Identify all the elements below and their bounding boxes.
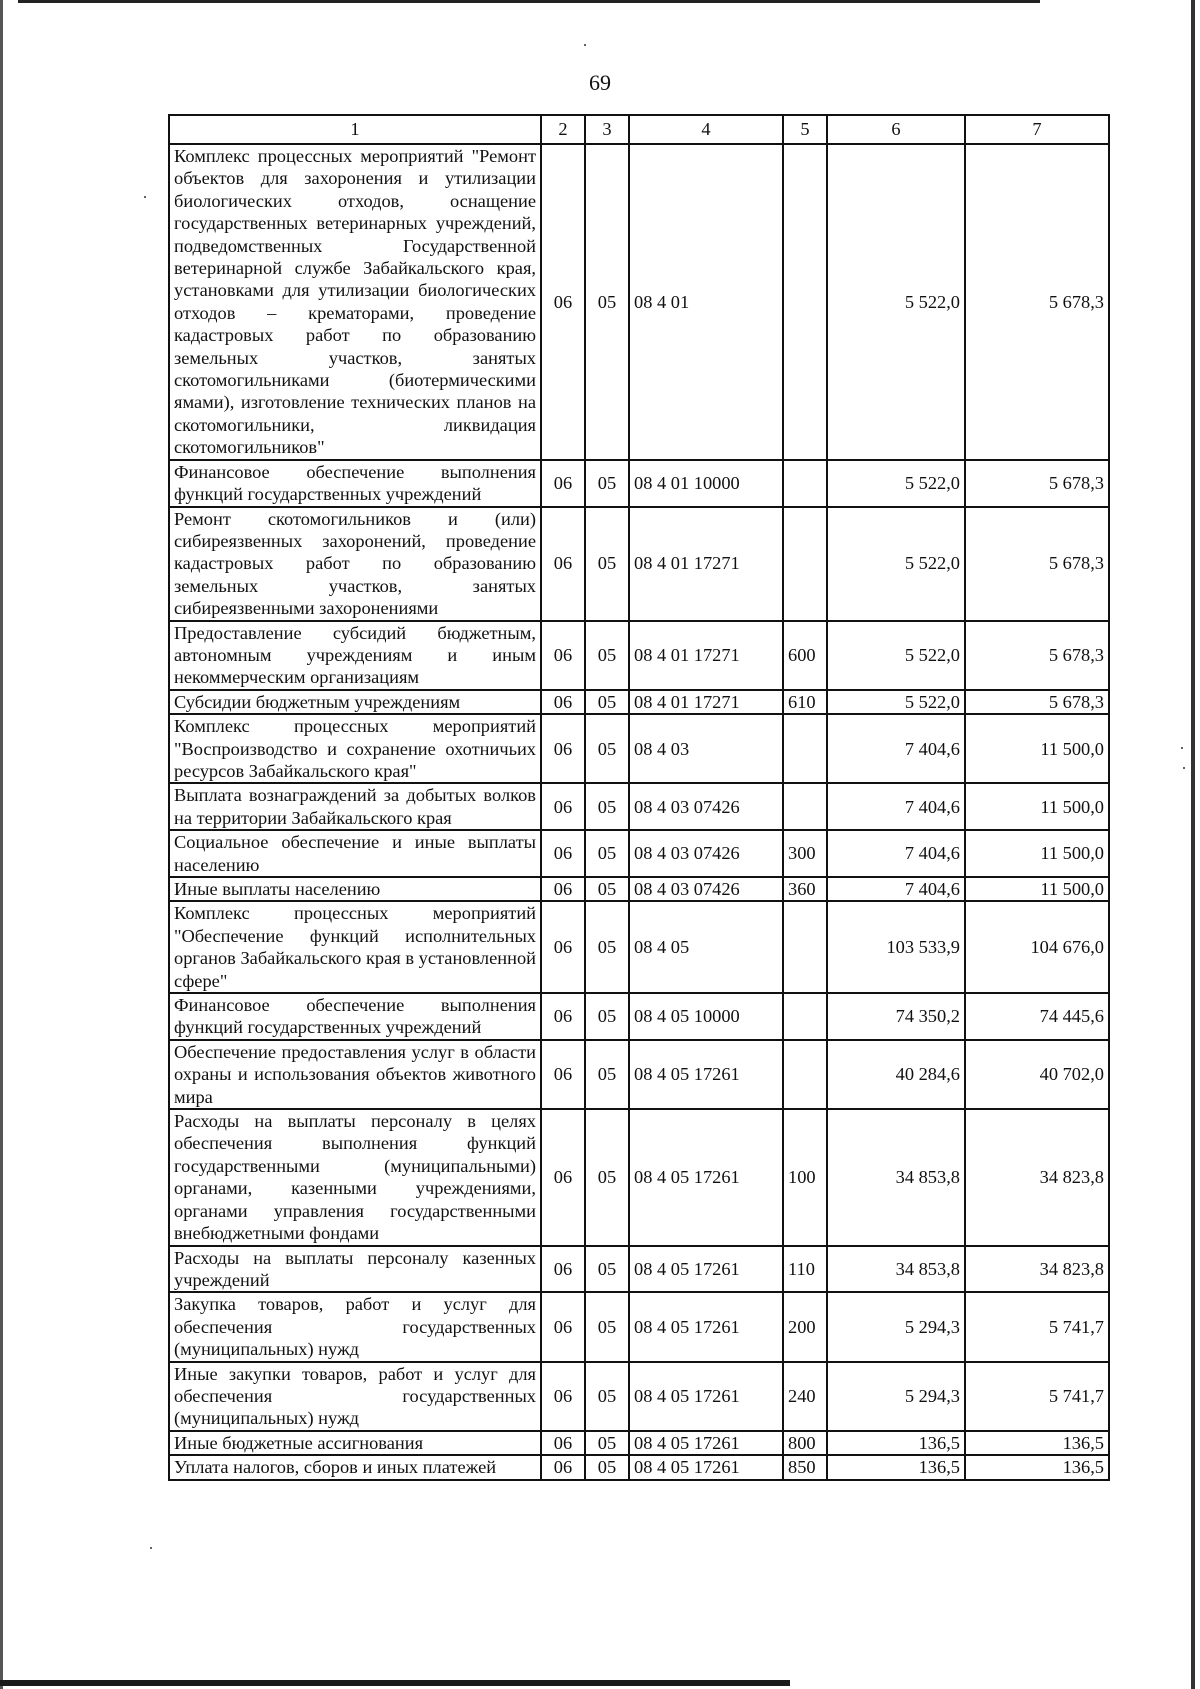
row-amount-year2-cell: 11 500,0 (965, 877, 1109, 901)
row-target-article-cell: 08 4 05 17261 (629, 1362, 783, 1431)
scan-speck (144, 196, 146, 198)
row-subsection-cell: 05 (585, 901, 629, 993)
row-amount-year1-cell: 5 522,0 (827, 690, 965, 714)
scan-edge-right (1191, 0, 1195, 1689)
row-section-cell: 06 (541, 830, 585, 877)
row-name-cell: Закупка товаров, работ и услуг для обеспечения государственных (муниципальных) нужд (169, 1292, 541, 1361)
table-row (169, 1455, 1109, 1479)
row-subsection-cell: 05 (585, 621, 629, 690)
row-target-article-cell: 08 4 05 17261 (629, 1040, 783, 1109)
row-amount-year1-cell: 7 404,6 (827, 714, 965, 783)
row-name-cell: Обеспечение предоставления услуг в области охраны и использования объектов животного мира (169, 1040, 541, 1109)
row-name-cell: Предоставление субсидий бюджетным, автономным учреждениям и иным некоммерческим организациям (169, 621, 541, 690)
row-expense-type-cell: 610 (783, 690, 827, 714)
row-expense-type-cell (783, 993, 827, 1040)
row-expense-type-cell (783, 144, 827, 460)
row-expense-type-cell (783, 507, 827, 621)
table-row (169, 621, 1109, 690)
scan-edge-left (0, 0, 3, 1689)
row-subsection-cell: 05 (585, 1431, 629, 1455)
row-amount-year2-cell: 11 500,0 (965, 830, 1109, 877)
row-target-article-cell: 08 4 03 07426 (629, 830, 783, 877)
row-name-cell: Иные бюджетные ассигнования (169, 1431, 541, 1455)
table-row (169, 993, 1109, 1040)
row-amount-year1-cell: 5 522,0 (827, 507, 965, 621)
row-name-cell: Иные выплаты населению (169, 877, 541, 901)
row-amount-year2-cell: 5 741,7 (965, 1292, 1109, 1361)
row-section-cell: 06 (541, 1109, 585, 1245)
row-target-article-cell: 08 4 01 (629, 144, 783, 460)
row-expense-type-cell: 110 (783, 1246, 827, 1293)
row-target-article-cell: 08 4 03 07426 (629, 783, 783, 830)
table-row (169, 830, 1109, 877)
row-amount-year1-cell: 7 404,6 (827, 830, 965, 877)
scan-edge-top (18, 0, 1200, 3)
row-expense-type-cell (783, 783, 827, 830)
row-subsection-cell: 05 (585, 507, 629, 621)
table-row (169, 144, 1109, 460)
row-expense-type-cell (783, 901, 827, 993)
row-name-cell: Социальное обеспечение и иные выплаты населению (169, 830, 541, 877)
row-name-cell: Уплата налогов, сборов и иных платежей (169, 1455, 541, 1479)
table-row (169, 507, 1109, 621)
table-row (169, 690, 1109, 714)
table-row (169, 1362, 1109, 1431)
row-target-article-cell: 08 4 05 (629, 901, 783, 993)
row-amount-year1-cell: 5 522,0 (827, 460, 965, 507)
row-target-article-cell: 08 4 05 17261 (629, 1292, 783, 1361)
row-expense-type-cell (783, 1040, 827, 1109)
row-target-article-cell: 08 4 05 17261 (629, 1109, 783, 1245)
row-subsection-cell: 05 (585, 144, 629, 460)
header-cell: 5 (783, 115, 827, 144)
row-amount-year2-cell: 74 445,6 (965, 993, 1109, 1040)
row-section-cell: 06 (541, 993, 585, 1040)
row-amount-year1-cell: 136,5 (827, 1455, 965, 1479)
row-target-article-cell: 08 4 01 17271 (629, 507, 783, 621)
row-amount-year1-cell: 34 853,8 (827, 1109, 965, 1245)
row-target-article-cell: 08 4 05 17261 (629, 1246, 783, 1293)
scan-edge-top-gap (1040, 0, 1200, 3)
row-amount-year1-cell: 5 294,3 (827, 1292, 965, 1361)
row-section-cell: 06 (541, 621, 585, 690)
row-amount-year2-cell: 5 741,7 (965, 1362, 1109, 1431)
row-section-cell: 06 (541, 901, 585, 993)
row-subsection-cell: 05 (585, 993, 629, 1040)
row-amount-year2-cell: 34 823,8 (965, 1246, 1109, 1293)
row-expense-type-cell: 360 (783, 877, 827, 901)
row-amount-year1-cell: 34 853,8 (827, 1246, 965, 1293)
budget-table (168, 114, 1110, 1481)
row-amount-year1-cell: 74 350,2 (827, 993, 965, 1040)
row-expense-type-cell: 850 (783, 1455, 827, 1479)
row-section-cell: 06 (541, 1431, 585, 1455)
row-subsection-cell: 05 (585, 830, 629, 877)
row-section-cell: 06 (541, 507, 585, 621)
row-expense-type-cell: 800 (783, 1431, 827, 1455)
row-amount-year2-cell: 104 676,0 (965, 901, 1109, 993)
row-amount-year2-cell: 5 678,3 (965, 621, 1109, 690)
scan-speck (1183, 767, 1185, 769)
row-amount-year2-cell: 11 500,0 (965, 714, 1109, 783)
row-section-cell: 06 (541, 1292, 585, 1361)
header-cell: 7 (965, 115, 1109, 144)
header-cell: 6 (827, 115, 965, 144)
scan-speck (584, 44, 586, 46)
row-name-cell: Финансовое обеспечение выполнения функций государственных учреждений (169, 993, 541, 1040)
table-row (169, 877, 1109, 901)
row-name-cell: Иные закупки товаров, работ и услуг для обеспечения государственных (муниципальных) нужд (169, 1362, 541, 1431)
table-row (169, 1040, 1109, 1109)
row-amount-year2-cell: 5 678,3 (965, 460, 1109, 507)
table-row (169, 1109, 1109, 1245)
row-section-cell: 06 (541, 714, 585, 783)
row-subsection-cell: 05 (585, 1292, 629, 1361)
row-name-cell: Комплекс процессных мероприятий "Воспроизводство и сохранение охотничьих ресурсов Забайкальского края" (169, 714, 541, 783)
row-expense-type-cell: 240 (783, 1362, 827, 1431)
row-amount-year2-cell: 34 823,8 (965, 1109, 1109, 1245)
row-target-article-cell: 08 4 05 10000 (629, 993, 783, 1040)
table-row (169, 460, 1109, 507)
row-subsection-cell: 05 (585, 714, 629, 783)
row-amount-year2-cell: 136,5 (965, 1431, 1109, 1455)
scan-speck (1181, 747, 1183, 749)
row-amount-year1-cell: 40 284,6 (827, 1040, 965, 1109)
row-expense-type-cell: 300 (783, 830, 827, 877)
row-amount-year2-cell: 5 678,3 (965, 144, 1109, 460)
row-amount-year2-cell: 11 500,0 (965, 783, 1109, 830)
row-subsection-cell: 05 (585, 1455, 629, 1479)
row-amount-year1-cell: 7 404,6 (827, 783, 965, 830)
row-section-cell: 06 (541, 460, 585, 507)
row-expense-type-cell: 600 (783, 621, 827, 690)
table-row (169, 714, 1109, 783)
row-name-cell: Комплекс процессных мероприятий "Ремонт объектов для захоронения и утилизации биологических отходов, оснащение государственных ветеринарных учреждений, подведомственных Государственной ветеринарной службе Забайкальского края, установками для утилизации биологических отходов – крематорами, проведение кадастровых работ по образованию земельных участков, занятых скотомогильниками (биотермическими ямами), изготовление технических планов на скотомогильники, ликвидация скотомогильников" (169, 144, 541, 460)
row-section-cell: 06 (541, 783, 585, 830)
row-target-article-cell: 08 4 01 17271 (629, 621, 783, 690)
row-subsection-cell: 05 (585, 1362, 629, 1431)
header-cell: 1 (169, 115, 541, 144)
row-section-cell: 06 (541, 690, 585, 714)
scan-speck (150, 1547, 152, 1549)
row-expense-type-cell: 200 (783, 1292, 827, 1361)
row-section-cell: 06 (541, 1246, 585, 1293)
row-amount-year1-cell: 5 294,3 (827, 1362, 965, 1431)
row-target-article-cell: 08 4 03 (629, 714, 783, 783)
row-name-cell: Выплата вознаграждений за добытых волков на территории Забайкальского края (169, 783, 541, 830)
row-subsection-cell: 05 (585, 460, 629, 507)
row-target-article-cell: 08 4 03 07426 (629, 877, 783, 901)
row-subsection-cell: 05 (585, 877, 629, 901)
row-amount-year1-cell: 103 533,9 (827, 901, 965, 993)
row-target-article-cell: 08 4 05 17261 (629, 1455, 783, 1479)
row-amount-year2-cell: 136,5 (965, 1455, 1109, 1479)
header-cell: 2 (541, 115, 585, 144)
row-section-cell: 06 (541, 877, 585, 901)
row-amount-year1-cell: 5 522,0 (827, 144, 965, 460)
row-name-cell: Комплекс процессных мероприятий "Обеспечение функций исполнительных органов Забайкальского края в установленной сфере" (169, 901, 541, 993)
header-cell: 4 (629, 115, 783, 144)
row-section-cell: 06 (541, 1455, 585, 1479)
row-expense-type-cell (783, 460, 827, 507)
row-section-cell: 06 (541, 1362, 585, 1431)
scan-edge-bottom (0, 1680, 790, 1686)
row-expense-type-cell (783, 714, 827, 783)
table-row (169, 1292, 1109, 1361)
row-section-cell: 06 (541, 144, 585, 460)
row-name-cell: Субсидии бюджетным учреждениям (169, 690, 541, 714)
table-row (169, 901, 1109, 993)
row-subsection-cell: 05 (585, 1040, 629, 1109)
row-amount-year2-cell: 5 678,3 (965, 690, 1109, 714)
row-amount-year1-cell: 7 404,6 (827, 877, 965, 901)
header-cell: 3 (585, 115, 629, 144)
page-number: 69 (589, 70, 611, 95)
row-expense-type-cell: 100 (783, 1109, 827, 1245)
row-section-cell: 06 (541, 1040, 585, 1109)
row-name-cell: Ремонт скотомогильников и (или) сибиреязвенных захоронений, проведение кадастровых работ по образованию земельных участков, занятых сибиреязвенными захоронениями (169, 507, 541, 621)
table-body (169, 115, 1109, 1480)
row-target-article-cell: 08 4 01 10000 (629, 460, 783, 507)
row-subsection-cell: 05 (585, 1109, 629, 1245)
row-name-cell: Расходы на выплаты персоналу в целях обеспечения выполнения функций государственными (муниципальными) органами, казенными учреждениями, органами управления государственными внебюджетными фондами (169, 1109, 541, 1245)
row-target-article-cell: 08 4 05 17261 (629, 1431, 783, 1455)
row-target-article-cell: 08 4 01 17271 (629, 690, 783, 714)
row-name-cell: Финансовое обеспечение выполнения функций государственных учреждений (169, 460, 541, 507)
row-amount-year2-cell: 5 678,3 (965, 507, 1109, 621)
table-row (169, 1246, 1109, 1293)
row-amount-year2-cell: 40 702,0 (965, 1040, 1109, 1109)
table-row (169, 783, 1109, 830)
table-header-row (169, 115, 1109, 144)
row-subsection-cell: 05 (585, 783, 629, 830)
row-subsection-cell: 05 (585, 1246, 629, 1293)
row-name-cell: Расходы на выплаты персоналу казенных учреждений (169, 1246, 541, 1293)
row-amount-year1-cell: 136,5 (827, 1431, 965, 1455)
row-subsection-cell: 05 (585, 690, 629, 714)
row-amount-year1-cell: 5 522,0 (827, 621, 965, 690)
table-row (169, 1431, 1109, 1455)
